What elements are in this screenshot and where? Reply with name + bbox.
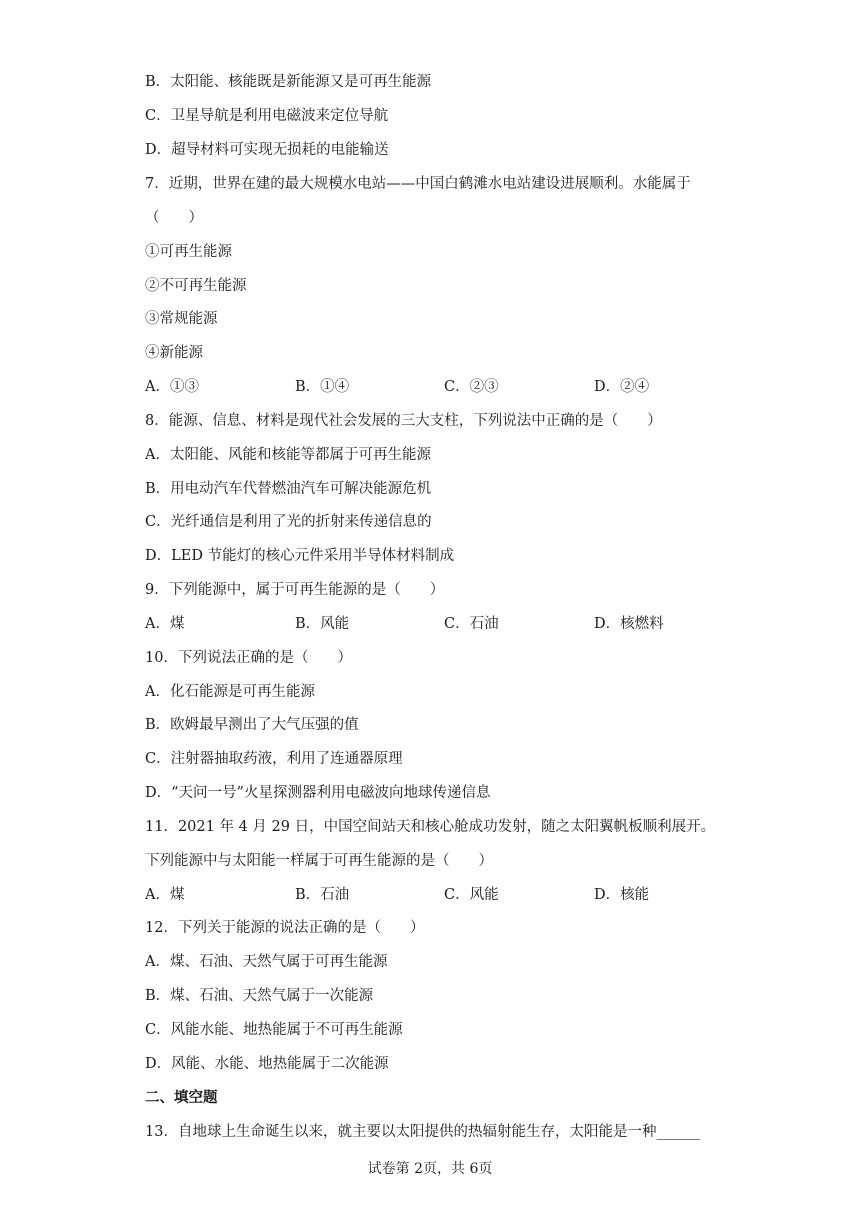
question-9-option-a: A．煤 — [145, 616, 185, 632]
section-heading-fill-in: 二、填空题 — [145, 1089, 218, 1106]
question-11-option-a: A．煤 — [145, 887, 185, 903]
question-7-option-d: D．②④ — [594, 379, 650, 395]
question-11-option-d: D．核能 — [594, 887, 650, 903]
question-8-option-c: C．光纤通信是利用了光的折射来传递信息的 — [145, 514, 432, 530]
question-10-option-c: C．注射器抽取药液，利用了连通器原理 — [145, 751, 403, 767]
question-11-option-b: B．石油 — [295, 887, 350, 903]
question-7-option-c: C．②③ — [444, 379, 499, 395]
question-12-stem: 12．下列关于能源的说法正确的是（ ） — [145, 920, 425, 936]
question-10-stem: 10．下列说法正确的是（ ） — [145, 650, 352, 666]
page-footer: 试卷第 2页，共 6页 — [367, 1161, 493, 1177]
question-7-stem: 7．近期，世界在建的最大规模水电站——中国白鹤滩水电站建设进展顺利。水能属于 — [145, 176, 691, 192]
option-b-line: B．太阳能、核能既是新能源又是可再生能源 — [145, 74, 432, 90]
question-8-option-a: A．太阳能、风能和核能等都属于可再生能源 — [145, 447, 431, 463]
question-12-option-c: C．风能水能、地热能属于不可再生能源 — [145, 1022, 403, 1038]
question-11-stem-line-1: 11．2021 年 4 月 29 日，中国空间站天和核心舱成功发射，随之太阳翼帆板顺利展开。 — [145, 819, 716, 835]
question-9-option-b: B．风能 — [295, 616, 350, 632]
question-12-option-a: A．煤、石油、天然气属于可再生能源 — [145, 954, 388, 970]
question-10-option-b: B．欧姆最早测出了大气压强的值 — [145, 717, 359, 733]
question-7-option-b: B．①④ — [295, 379, 350, 395]
question-7-blank: （ ） — [145, 210, 203, 226]
question-9-stem: 9．下列能源中，属于可再生能源的是（ ） — [145, 582, 445, 598]
question-8-option-b: B．用电动汽车代替燃油汽车可解决能源危机 — [145, 481, 432, 497]
question-12-option-d: D．风能、水能、地热能属于二次能源 — [145, 1056, 389, 1072]
question-12-option-b: B．煤、石油、天然气属于一次能源 — [145, 988, 374, 1004]
question-13-stem: 13．自地球上生命诞生以来，就主要以太阳提供的热辐射能生存，太阳能是一种______ — [145, 1124, 700, 1140]
question-9-option-c: C．石油 — [444, 616, 499, 632]
question-11-stem-line-2: 下列能源中与太阳能一样属于可再生能源的是（ ） — [145, 853, 493, 869]
question-9-option-d: D．核燃料 — [594, 616, 664, 632]
question-10-option-d: D．“天问一号”火星探测器利用电磁波向地球传递信息 — [145, 785, 491, 801]
question-7-item-3: ③常规能源 — [145, 311, 218, 327]
question-8-option-d: D．LED 节能灯的核心元件采用半导体材料制成 — [145, 548, 455, 564]
question-8-stem: 8．能源、信息、材料是现代社会发展的三大支柱，下列说法中正确的是（ ） — [145, 413, 662, 429]
question-10-option-a: A．化石能源是可再生能源 — [145, 684, 315, 700]
question-7-option-a: A．①③ — [145, 379, 199, 395]
question-7-item-4: ④新能源 — [145, 345, 203, 361]
question-7-item-1: ①可再生能源 — [145, 244, 232, 260]
option-c-line: C．卫星导航是利用电磁波来定位导航 — [145, 108, 389, 124]
option-d-line: D．超导材料可实现无损耗的电能输送 — [145, 142, 389, 158]
question-7-item-2: ②不可再生能源 — [145, 278, 247, 294]
question-11-option-c: C．风能 — [444, 887, 499, 903]
